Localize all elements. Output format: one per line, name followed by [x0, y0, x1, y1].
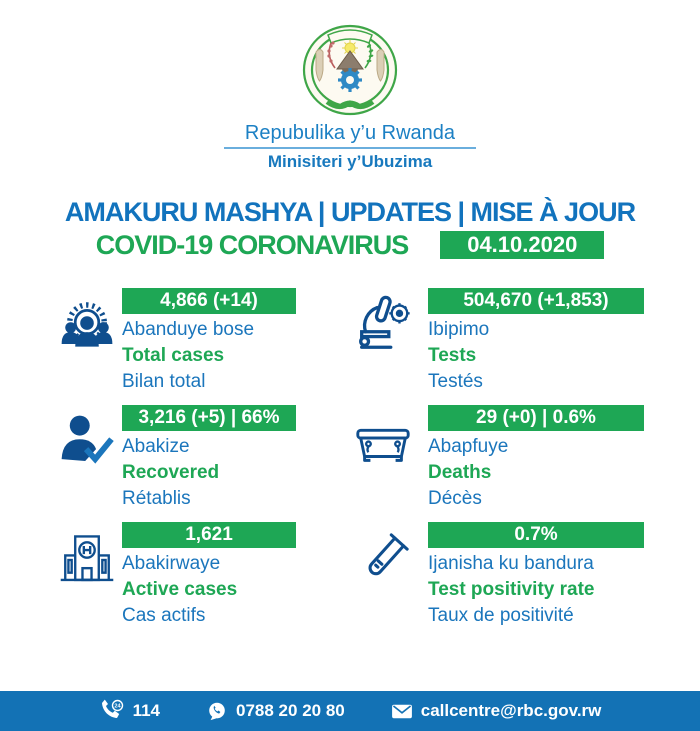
stat-test-positivity	[352, 522, 644, 629]
email-contact	[391, 701, 602, 721]
stat-value: 0.7%	[428, 522, 644, 548]
header-divider	[224, 147, 476, 149]
stat-value: 4,866 (+14)	[122, 288, 296, 314]
covid-title: COVID-19 CORONAVIRUS	[95, 230, 409, 260]
hotline-contact	[99, 699, 160, 723]
stat-label-en: Tests	[428, 345, 477, 366]
stat-tests	[352, 288, 644, 395]
stat-recovered	[58, 405, 296, 512]
test-tube-icon	[352, 526, 420, 599]
coffin-icon	[352, 409, 420, 478]
stat-active-cases	[58, 522, 296, 629]
stat-value: 29 (+0) | 0.6%	[428, 405, 644, 431]
stat-label-en: Total cases	[122, 345, 225, 366]
phone-24-badge: 24	[113, 703, 121, 710]
whatsapp-icon	[206, 700, 228, 722]
stat-label-fr: Cas actifs	[122, 605, 206, 626]
stat-label-rw: Abakize	[122, 436, 190, 457]
person-check-icon	[58, 409, 116, 478]
footer-contact-bar	[0, 691, 700, 731]
stat-label-en: Test positivity rate	[428, 579, 595, 600]
stat-label-fr: Décès	[428, 488, 482, 509]
hotline-number: 114	[132, 701, 161, 720]
phone-24-icon	[99, 699, 125, 723]
email-address: callcentre@rbc.gov.rw	[420, 701, 602, 720]
header	[0, 0, 700, 171]
hospital-icon	[58, 526, 116, 599]
date-badge: 04.10.2020	[440, 231, 604, 259]
stat-label-rw: Abakirwaye	[122, 553, 221, 574]
stat-value: 504,670 (+1,853)	[428, 288, 644, 314]
stats-grid	[0, 288, 700, 629]
stat-label-fr: Testés	[428, 371, 483, 392]
stat-label-rw: Abapfuye	[428, 436, 509, 457]
stat-label-fr: Rétablis	[122, 488, 191, 509]
people-virus-icon	[58, 292, 116, 361]
envelope-icon	[391, 702, 413, 720]
stat-label-rw: Ibipimo	[428, 319, 490, 340]
stat-value: 3,216 (+5) | 66%	[122, 405, 296, 431]
stat-value: 1,621	[122, 522, 296, 548]
stat-deaths	[352, 405, 644, 512]
whatsapp-contact	[206, 700, 345, 722]
country-name: Repubulika y’u Rwanda	[244, 122, 456, 144]
stat-label-en: Recovered	[122, 462, 220, 483]
ministry-name: Minisiteri y’Ubuzima	[267, 152, 433, 171]
stat-label-rw: Ijanisha ku bandura	[428, 553, 594, 574]
stat-label-fr: Taux de positivité	[428, 605, 574, 626]
stat-label-rw: Abanduye bose	[122, 319, 255, 340]
microscope-icon	[352, 292, 420, 361]
stat-total-cases	[58, 288, 296, 395]
title-block	[0, 197, 700, 260]
poster-title: AMAKURU MASHYA | UPDATES | MISE À JOUR	[64, 197, 636, 227]
stat-label-fr: Bilan total	[122, 371, 206, 392]
rwanda-coat-of-arms-icon	[289, 22, 411, 122]
stat-label-en: Active cases	[122, 579, 238, 600]
whatsapp-number: 0788 20 20 80	[236, 701, 345, 720]
stat-label-en: Deaths	[428, 462, 492, 483]
